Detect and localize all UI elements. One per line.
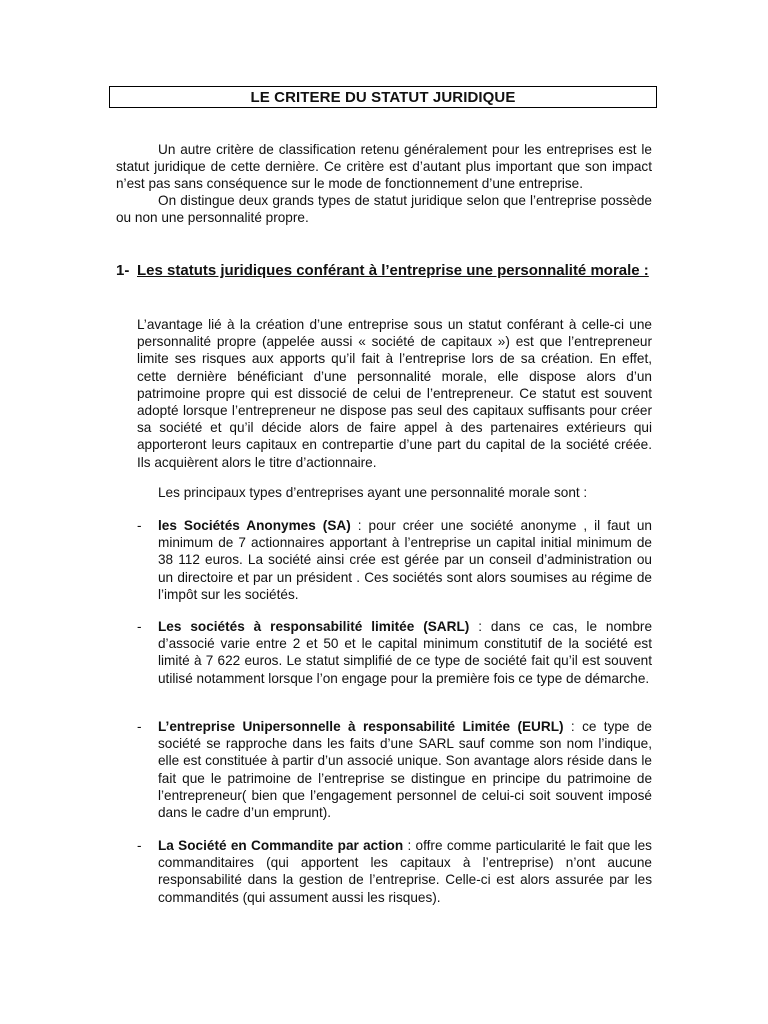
section-number: 1-: [116, 262, 130, 279]
list-item-term: les Sociétés Anonymes (SA): [158, 518, 351, 533]
list-item-term: La Société en Commandite par action: [158, 838, 404, 853]
list-item-term: Les sociétés à responsabilité limitée (SARL): [158, 619, 470, 634]
bullet-dash: -: [137, 719, 142, 734]
list-item-text: : dans ce cas, le nombre d’associé varie entre 2 et 50 et le capital minimum constitutif de la société est limité à 7 622 euros. Le statut simplifié de ce type de société fait qu’il est souvent utilisé notamment lorsque l’on engage pour la première fois ce type de démarche.: [158, 619, 653, 686]
section-heading: [116, 261, 652, 280]
list-item-body: [158, 718, 652, 821]
bullet-dash: -: [137, 518, 142, 533]
list-item-body: [158, 837, 652, 906]
intro-paragraph-1: Un autre critère de classification retenu généralement pour les entreprises est le statut juridique de cette dernière. Ce critère est d’autant plus important que son impact n’est pas sans conséquence sur le mode de fonctionnement d’une entreprise.: [116, 142, 652, 192]
page-title: LE CRITERE DU STATUT JURIDIQUE: [250, 88, 516, 106]
list-item: [137, 618, 652, 687]
list-item-text: : pour créer une société anonyme , il faut un minimum de 7 actionnaires apportant à l’entreprise un capital initial minimum de 38 112 euros. La société ainsi crée est gérée par un conseil d’administration ou un directoire et par un président . Ces sociétés sont alors soumises au régime de l’impôt sur les sociétés.: [158, 518, 652, 602]
list-item: [137, 517, 652, 603]
bullet-dash: -: [137, 619, 142, 634]
bullet-dash: -: [137, 838, 142, 853]
list-item-text: : ce type de société se rapproche dans les faits d’une SARL sauf comme son nom l’indique, elle est constituée à partir d’un associé unique. Son avantage alors réside dans le fait que le patrimoine de l’entreprise se distingue en principe du patrimoine de l’entrepreneur( bien que l’engagement personnel de celui-ci soit souvent imposé dans le cadre d’un emprunt).: [158, 719, 652, 821]
title-box: [109, 86, 657, 108]
list-item-body: [158, 517, 652, 603]
list-item: [137, 837, 652, 906]
section-heading-text: Les statuts juridiques conférant à l’entreprise une personnalité morale :: [137, 262, 649, 279]
list-item-text: : offre comme particularité le fait que les commanditaires (qui apportent les capitaux à l’entreprise) n’ont aucune responsabilité dans la gestion de l’entreprise. Celle-ci est alors assurée par les commandités (qui assument aussi les risques).: [158, 838, 652, 905]
avantage-paragraph: L’avantage lié à la création d’une entreprise sous un statut conférant à celle-ci une personnalité propre (appelée aussi « société de capitaux ») est que l’entrepreneur limite ses risques aux apports qu’il fait à l’entreprise lors de sa création. En effet, cette dernière bénéficiant d’une personnalité morale, elle dispose alors d’un patrimoine propre qui est dissocié de celui de l’entrepreneur. Ce statut est souvent adopté lorsque l’entrepreneur ne dispose pas seul des capitaux suffisants pour créer sa société et qu’il décide alors de faire appel à des partenaires extérieurs qui apporteront leurs capitaux en contrepartie d’une part du capital de la société créée. Ils acquièrent alors le titre d’actionnaire.: [137, 317, 652, 470]
list-item-term: L’entreprise Unipersonnelle à responsabilité Limitée (EURL): [158, 719, 564, 734]
intro-paragraph-2: On distingue deux grands types de statut juridique selon que l’entreprise possède ou non une personnalité propre.: [116, 193, 652, 226]
list-item-body: [158, 618, 652, 687]
list-item: [137, 718, 652, 821]
principaux-paragraph: Les principaux types d’entreprises ayant une personnalité morale sont :: [158, 485, 588, 500]
